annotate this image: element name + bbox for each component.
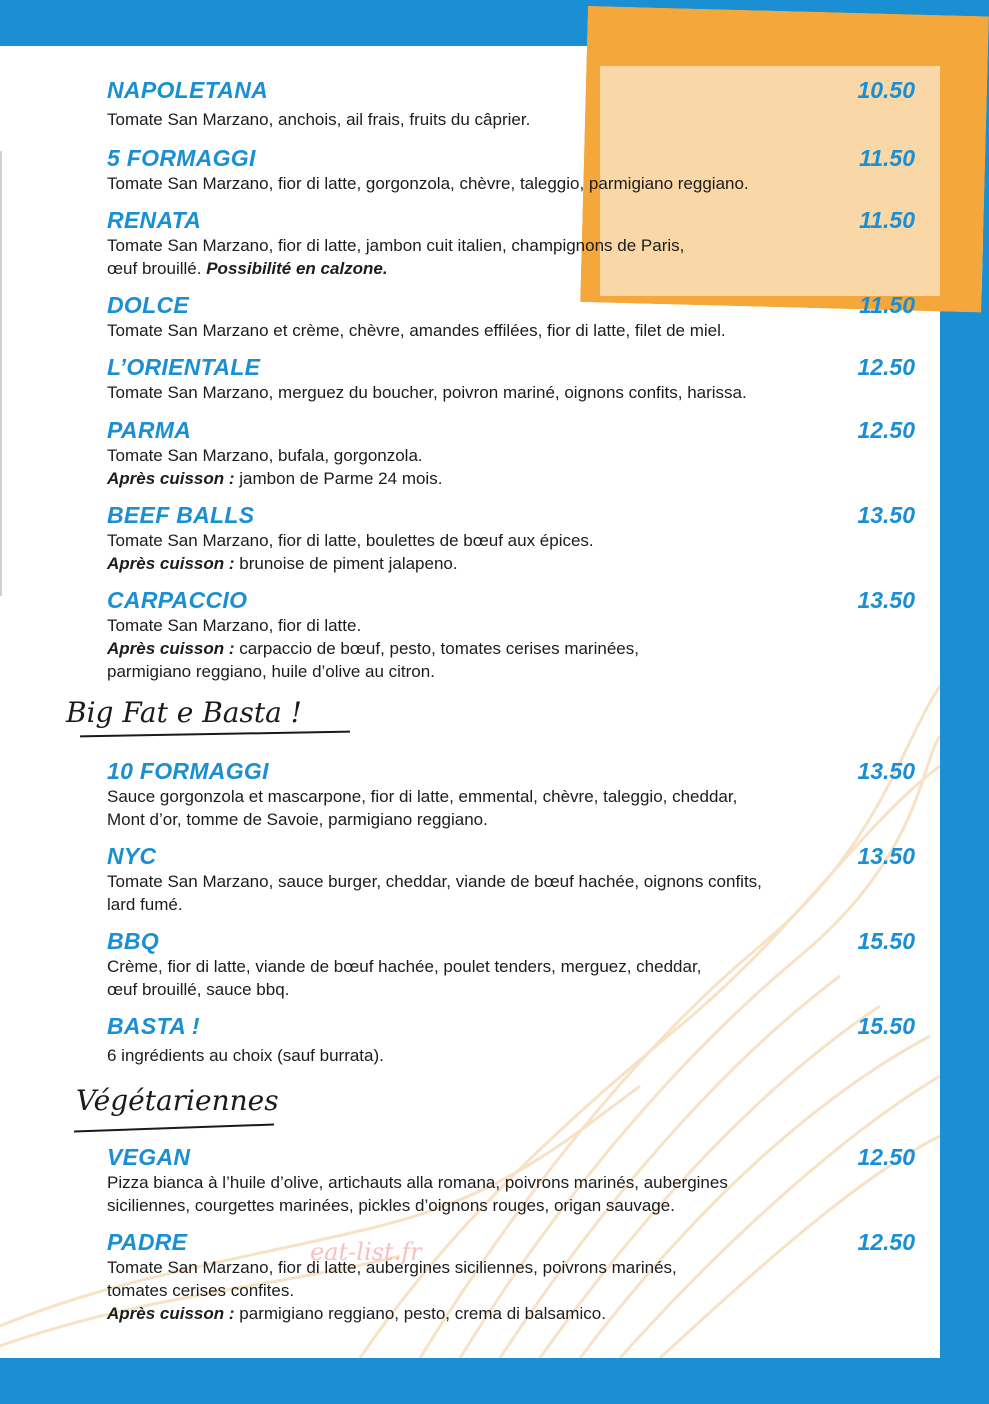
item-desc: Tomate San Marzano et crème, chèvre, amandes effilées, fior di latte, filet de miel. — [107, 321, 726, 340]
item-price: 13.50 — [857, 843, 915, 869]
item-name: BEEF BALLS — [107, 502, 255, 528]
item-name: PARMA — [107, 417, 192, 443]
left-rule — [0, 151, 2, 596]
menu-item — [107, 76, 917, 131]
item-price: 12.50 — [857, 1144, 915, 1170]
watermark: eat-list.fr — [310, 1238, 422, 1266]
item-desc: Tomate San Marzano, fior di latte. — [107, 616, 362, 635]
item-note: Possibilité en calzone. — [206, 259, 388, 278]
item-name: NAPOLETANA — [107, 77, 269, 103]
item-desc: Sauce gorgonzola et mascarpone, fior di latte, emmental, chèvre, taleggio, cheddar, — [107, 787, 738, 806]
menu-item — [107, 291, 917, 342]
item-name: BBQ — [107, 928, 160, 954]
section-title-vegetariennes: Végétariennes — [76, 1084, 279, 1117]
item-after: Après cuisson : brunoise de piment jalapeno. — [107, 554, 458, 573]
item-after: Après cuisson : jambon de Parme 24 mois. — [107, 469, 443, 488]
item-name: RENATA — [107, 207, 202, 233]
item-price: 11.50 — [859, 145, 915, 171]
item-price: 15.50 — [857, 928, 915, 954]
item-price: 13.50 — [857, 758, 915, 784]
item-price: 11.50 — [859, 207, 915, 233]
item-name: DOLCE — [107, 292, 189, 318]
menu-item — [107, 1012, 917, 1067]
item-price: 15.50 — [857, 1013, 915, 1039]
item-name: VEGAN — [107, 1144, 191, 1170]
menu-item — [107, 353, 917, 404]
item-price: 12.50 — [857, 417, 915, 443]
menu-item — [107, 927, 917, 1001]
item-desc: Crème, fior di latte, viande de bœuf hachée, poulet tenders, merguez, cheddar, — [107, 957, 702, 976]
item-desc: Tomate San Marzano, bufala, gorgonzola. — [107, 446, 423, 465]
item-desc: Tomate San Marzano, fior di latte, gorgonzola, chèvre, taleggio, parmigiano reggiano. — [107, 174, 749, 193]
menu-item — [107, 416, 917, 490]
item-after-line2: parmigiano reggiano, huile d’olive au citron. — [107, 662, 435, 681]
item-desc: Pizza bianca à l’huile d’olive, artichauts alla romana, poivrons marinés, aubergines — [107, 1173, 728, 1192]
item-price: 10.50 — [857, 77, 915, 103]
section-title-big-fat: Big Fat e Basta ! — [66, 696, 302, 729]
item-after: Après cuisson : carpaccio de bœuf, pesto, tomates cerises marinées, — [107, 639, 639, 658]
item-desc-line2: tomates cerises confites. — [107, 1281, 295, 1300]
item-name: PADRE — [107, 1229, 188, 1255]
item-desc-line2: siciliennes, courgettes marinées, pickles d’oignons rouges, origan sauvage. — [107, 1196, 675, 1215]
item-desc: Tomate San Marzano, merguez du boucher, poivron mariné, oignons confits, harissa. — [107, 383, 747, 402]
item-after: Après cuisson : parmigiano reggiano, pesto, crema di balsamico. — [107, 1304, 606, 1323]
item-name: 5 FORMAGGI — [107, 145, 256, 171]
menu-item — [107, 206, 917, 280]
item-price: 12.50 — [857, 354, 915, 380]
menu-item — [107, 1228, 917, 1325]
item-name: L’ORIENTALE — [107, 354, 261, 380]
item-desc-line2: lard fumé. — [107, 895, 183, 914]
item-desc-line2: Mont d’or, tomme de Savoie, parmigiano reggiano. — [107, 810, 488, 829]
bottom-band — [0, 1358, 989, 1404]
item-name: CARPACCIO — [107, 587, 248, 613]
item-price: 13.50 — [857, 502, 915, 528]
item-price: 11.50 — [859, 292, 915, 318]
item-price: 12.50 — [857, 1229, 915, 1255]
item-name: 10 FORMAGGI — [107, 758, 269, 784]
item-desc: Tomate San Marzano, fior di latte, boulettes de bœuf aux épices. — [107, 531, 594, 550]
menu-item — [107, 757, 917, 831]
menu-item — [107, 586, 917, 683]
item-desc: Tomate San Marzano, fior di latte, aubergines siciliennes, poivrons marinés, — [107, 1258, 677, 1277]
menu-item — [107, 144, 917, 195]
item-desc: Tomate San Marzano, anchois, ail frais, fruits du câprier. — [107, 110, 531, 129]
item-desc: Tomate San Marzano, fior di latte, jambon cuit italien, champignons de Paris, — [107, 236, 685, 255]
item-price: 13.50 — [857, 587, 915, 613]
menu-item — [107, 501, 917, 575]
item-name: NYC — [107, 843, 157, 869]
menu-item — [107, 1143, 917, 1217]
item-desc-line2: œuf brouillé, sauce bbq. — [107, 980, 290, 999]
item-name: BASTA ! — [107, 1013, 200, 1039]
item-desc: 6 ingrédients au choix (sauf burrata). — [107, 1046, 384, 1065]
item-desc-line2: œuf brouillé. Possibilité en calzone. — [107, 259, 388, 278]
item-desc: Tomate San Marzano, sauce burger, cheddar, viande de bœuf hachée, oignons confits, — [107, 872, 762, 891]
menu-item — [107, 842, 917, 916]
